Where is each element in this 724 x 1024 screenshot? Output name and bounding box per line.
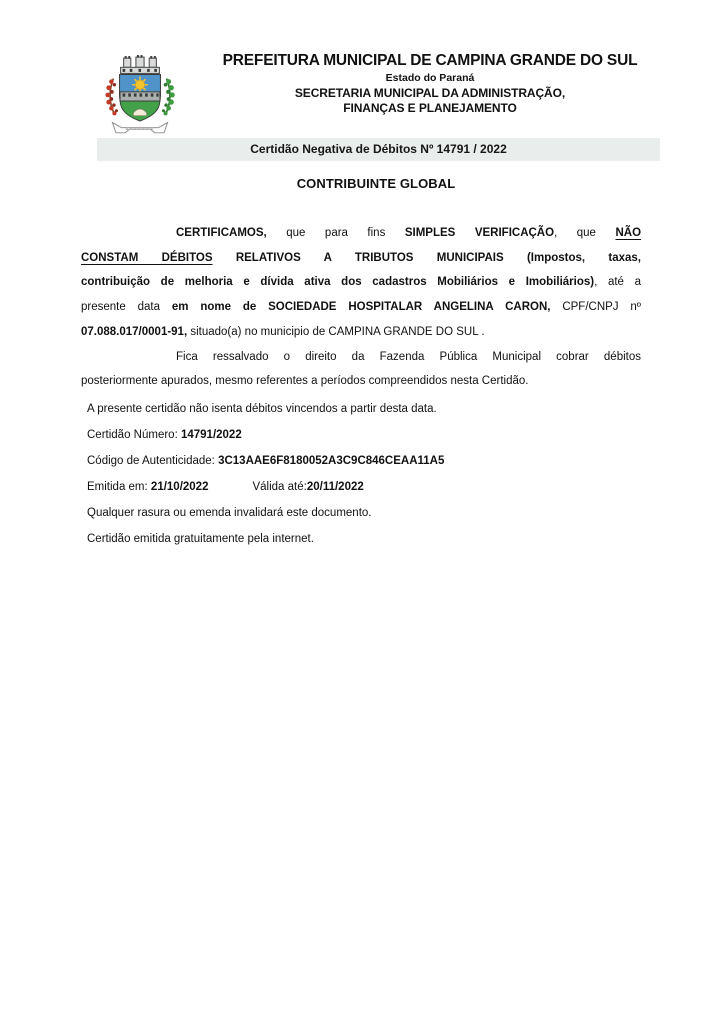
- issued-date-value: 21/10/2022: [150, 480, 209, 493]
- dates-line: [87, 475, 667, 501]
- certification-line-2: CONSTAM DÉBITOS RELATIVOS A TRIBUTOS MUNICIPAIS (Impostos, taxas,: [81, 251, 642, 264]
- certificate-title-banner: Certidão Negativa de Débitos Nº 14791 / 2022: [97, 138, 660, 161]
- state-line: Estado do Paraná: [385, 72, 475, 84]
- certification-body: [81, 221, 641, 394]
- auth-code-line: [87, 449, 667, 475]
- certificate-number-line: [87, 423, 667, 449]
- certification-line-6: Fica ressalvado o direito da Fazenda Pública Municipal cobrar débitos: [176, 350, 641, 363]
- taxpayer-type-heading: CONTRIBUINTE GLOBAL: [296, 176, 456, 191]
- certification-line-3: contribuição de melhoria e dívida ativa dos cadastros Mobiliários e Imobiliários), até a: [81, 276, 641, 289]
- valid-until-value: 20/11/2022: [306, 480, 364, 493]
- certificate-number-value: 14791/2022: [180, 428, 242, 441]
- issued-label: Emitida em:: [87, 480, 151, 493]
- certificate-number-label: Certidão Número:: [87, 428, 181, 441]
- disclaimer-internet: Certidão emitida gratuitamente pela internet.: [87, 532, 314, 545]
- certificate-details: [87, 397, 667, 552]
- disclaimer-vincendos: A presente certidão não isenta débitos vincendos a partir desta data.: [87, 403, 437, 415]
- auth-code-label: Código de Autenticidade:: [87, 454, 219, 467]
- certification-line-5: 07.088.017/0001-91, situado(a) no municipio de CAMPINA GRANDE DO SUL .: [81, 325, 485, 338]
- municipality-title: PREFEITURA MUNICIPAL DE CAMPINA GRANDE DO SUL: [222, 52, 638, 69]
- auth-code-value: 3C13AAE6F8180052A3C9C846CEAA11A5: [218, 454, 445, 467]
- secretariat-line-2: FINANÇAS E PLANEJAMENTO: [343, 101, 517, 115]
- disclaimer-rasura: Qualquer rasura ou emenda invalidará este documento.: [87, 506, 372, 519]
- certification-line-4: presente data em nome de SOCIEDADE HOSPITALAR ANGELINA CARON, CPF/CNPJ nº: [81, 301, 642, 314]
- valid-until-label: Válida até:: [252, 480, 307, 493]
- document-header: [188, 50, 672, 116]
- secretariat-line-1: SECRETARIA MUNICIPAL DA ADMINISTRAÇÃO,: [294, 86, 566, 100]
- certification-line-7: posteriormente apurados, mesmo referentes a períodos compreendidos nesta Certidão.: [81, 375, 529, 388]
- certification-line-1: CERTIFICAMOS, que para fins SIMPLES VERIFICAÇÃO, que NÃO: [176, 227, 642, 239]
- coat-of-arms-icon: [96, 53, 184, 143]
